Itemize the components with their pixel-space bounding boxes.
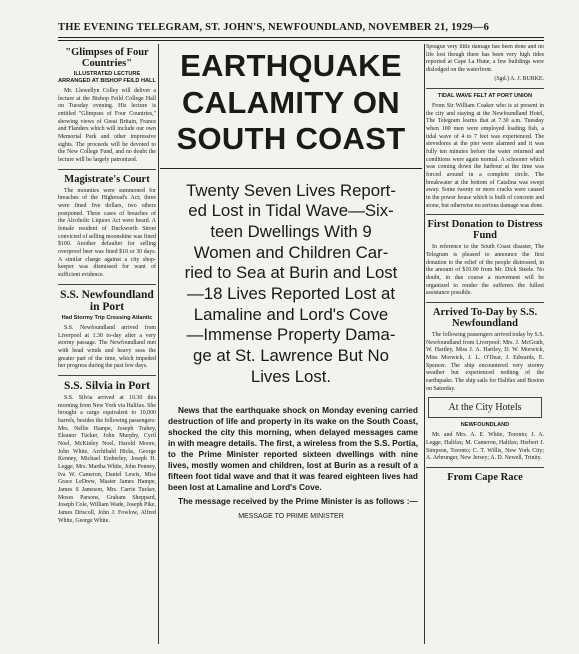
signature: (Sgd.) A. J. BURKE. [494,76,544,83]
headline-line: EARTHQUAKE [180,48,402,83]
silvia-article [58,395,156,525]
separator [58,284,156,285]
hotels-subhead: NEWFOUNDLAND [460,422,510,429]
tidal-article [426,103,544,210]
separator [426,88,544,89]
magistrate-body: The mounties were summoned for breaches of the Highroad's Act; three were fined five dollars, two others postponed. Three cases of breaches of the Alcoholic Liquors Act were heard. A female resident of Duckworth Street convicted of selling moonshine was fined $100. Another defaulter for selling overproof beer was fined $10 or 30 days. A similar charge against a city shop-keeper was dismissed for want of sufficient evidence. [58,187,156,279]
donation-article [426,244,544,298]
magistrate-headline: Magistrate's Court [64,173,150,185]
separator [426,302,544,303]
headline-deck [160,181,422,388]
main-headline [160,48,422,158]
glimpses-headline: "Glimpses of Four Countries" [65,47,149,70]
deck-line: ried to Sea at Burin and Lost [184,263,398,283]
headline-line: SOUTH COAST [176,121,406,157]
tidal-body: From Sir William Coaker who is at present in the city and staying at the Newfoundland Hotel, The Telegram learns that at 7.30 a.m. Tuesday when 100 men were employed loading fish, a tidal wave of 4 to 7 feet was experienced. The stevedores at the pier were alarmed and it was fully ten minutes before the water returned and conditions were again normal. A schooner which was coming down the harbour at the time was forced around in a complete circle. The breakwater at the bottom of Catalina was swept away. Some twenty or more cracks were caused in the power house which is built of concrete and stone, but otherwise no serious damage was done. [426,102,544,209]
glimpses-body: Mr. Llewellyn Colley will deliver a lecture at the Bishop Feild College Hall on Tuesday evening. His lecture is entitled "Glimpses of Four Countries," showing views of Great Britain, France and Flanders which will include our own Memorial Park and other impressive sights. The proceeds will be devoted to the New College Fund, and no doubt the lecture will be largely patronized. [58,88,156,164]
right-column [426,44,544,644]
silvia-headline: S.S. Silvia in Port [64,379,150,392]
headline-rule [160,168,422,169]
center-column [160,44,422,644]
headline-line: CALAMITY ON [182,84,400,120]
newfoundland-subhead: Had Stormy Trip Crossing Atlantic [61,314,153,321]
continued-article [426,44,544,84]
continued-body: Sprague very little damage has been done and no life lost though there has been very high tides reported at Cape La Hune, a few buildings were dislodged on the waterfront. [426,44,544,74]
arrived-body: The following passengers arrived today by S.S. Newfoundland from Liverpool: Mrs. J. McGrath, W. Hartley, Miss J. A. Hartley, D. W. Morwick, Miss Morwick, J. L. O'Dear, J. Edwards, E. Spencer. The ship encountered very stormy weather but experienced nothing of the earthquake. The ship sails for Halifax and Boston on Saturday. [426,332,544,392]
magistrate-article [58,188,156,280]
deck-line: ge at St. Lawrence But No [193,345,389,365]
separator [426,214,544,215]
message-subhead: MESSAGE TO PRIME MINISTER [238,512,344,520]
glimpses-article [58,88,156,165]
deck-line: teen Dwellings With 9 [210,222,372,242]
donation-headline: First Donation to Distress Fund [427,219,543,242]
lead-article [168,405,418,506]
cape-race-headline: From Cape Race [447,472,523,484]
lead-paragraph-2: The message received by the Prime Minister is as follows :— [178,495,418,506]
glimpses-subhead: ILLUSTRATED LECTURE ARRANGED AT BISHOP FEILD HALL [58,71,156,85]
hotels-headline-box [428,397,542,418]
deck-line: Twenty Seven Lives Report- [186,180,396,200]
newfoundland-body: S.S. Newfoundland arrived from Liverpool at 1.30 to-day after a very stormy passage. The Newfoundland met with head winds and heavy seas the greater part of the time, which impeded her progress during the past few days. [58,324,156,370]
newfoundland-article [58,325,156,371]
silvia-body: S.S. Silvia arrived at 10.30 this morning from New York via Halifax. She brought a cargo equivalent to 10,000 barrels, besides the following passengers: Mrs. Nellie Hampe, Joseph Trahey, Eleanor Tucker, John Murphy, Cyril Noel, McKinley Noel, Harold Moore, John White, Archibald Hicks, George Kenney, Michael Emberley, Joseph H. Legge, Mrs. Martha White, John Penney, Iva W. Cameron, Daniel Lewis, Miss Grace LeDrew, Master James Hampe, James S Jameson, Mrs. Carrie Tucker, Moses Parsons, Graham Sheppard, Joseph Cole, William Wade, Joseph Pike, James Driscoll, John J. Fowlow, Alfred White, George White. [58,395,156,524]
column-divider-right [424,44,425,644]
arrived-article [426,332,544,393]
newfoundland-headline: S.S. Newfoundland in Port [60,288,154,313]
deck-line: Lamaline and Lord's Cove [193,304,389,324]
left-column [58,44,156,644]
deck-line: ed Lost in Tidal Wave—Six- [188,201,394,221]
hotels-headline: At the City Hotels [448,402,522,414]
hotels-body: Mr. and Mrs. A. E. White, Toronto; J. A. Legge, Halifax; M. Cameron, Halifax; Herbert J. Simpson, Toronto; C. T. Willis, New York City; A. Arbrunger, New Jersey; A. D. Newell, Trinity. [426,432,544,462]
separator [58,375,156,376]
masthead-rule-bottom [58,40,544,41]
donation-body: In reference to the South Coast disaster, The Telegram is pleased to announce the first donation to the relief of the people distressed, in the amount of $10.00 from Mr. Dick Steele. No doubt, in due course a movement will be organized to render the sufferers the fullest assistance possible. [426,244,544,297]
column-divider-left [158,44,159,644]
arrived-headline: Arrived To-Day by S.S. Newfoundland [432,306,538,329]
deck-line: Women and Children Car- [193,242,389,262]
lead-paragraph-1: News that the earthquake shock on Monday evening carried destruction of life and property in its wake on the South Coast, shocked the city this morning, when delayed messages came in with meagre details. The first, a wireless from the S.S. Portia, to the Prime Minister reported sixteen dwellings with nine lives, mostly women and children, lost at Burin as a result of a fifteen foot tidal wave and that it was feared eighteen lives had been lost at Lamaline and Lord's Cove. [168,405,418,492]
tidal-subhead: TIDAL WAVE FELT AT PORT UNION [437,92,533,99]
hotels-article [426,432,544,463]
masthead: THE EVENING TELEGRAM, ST. JOHN'S, NEWFOUNDLAND, NOVEMBER 21, 1929—6 [58,22,490,33]
separator [58,169,156,170]
deck-line: —Immense Property Dama- [186,325,396,345]
deck-line: Lives Lost. [250,366,332,386]
masthead-rule-top [58,37,544,38]
separator [426,467,544,468]
deck-line: —18 Lives Reported Lost at [186,284,396,304]
